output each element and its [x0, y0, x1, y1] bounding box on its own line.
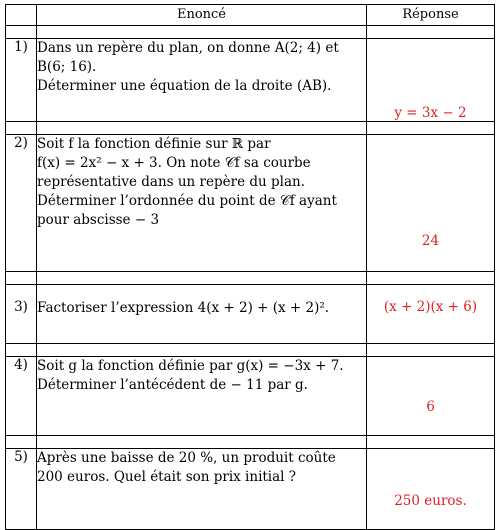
statement-line: Déterminer l’ordonnée du point de 𝒞f ayant [37, 193, 337, 209]
quiz-table [5, 4, 495, 530]
spacer-cell [6, 26, 37, 39]
spacer-row [6, 26, 495, 39]
statement-line: pour abscisse − 3 [37, 212, 160, 228]
question-answer: (x + 2)(x + 6) [367, 285, 495, 344]
statement-line: Factoriser l’expression 4(x + 2) + (x + 2)². [37, 300, 330, 316]
header-statement: Enoncé [37, 5, 367, 26]
question-row-1 [6, 39, 495, 122]
quiz-sheet [5, 4, 494, 509]
question-number: 4) [6, 357, 37, 436]
question-row-2 [6, 135, 495, 272]
spacer-cell [367, 122, 495, 135]
question-answer: y = 3x − 2 [367, 39, 495, 122]
question-number: 2) [6, 135, 37, 272]
question-statement [37, 135, 367, 272]
statement-line: Déterminer l’antécédent de − 11 par g. [37, 377, 308, 393]
statement-line: représentative dans un repère du plan. [37, 174, 305, 190]
spacer-row [6, 122, 495, 135]
spacer-cell [37, 436, 367, 449]
question-number: 5) [6, 449, 37, 530]
statement-line: 200 euros. Quel était son prix initial ? [37, 469, 297, 485]
question-answer: 250 euros. [367, 449, 495, 530]
question-statement [37, 449, 367, 530]
header-number-cell [6, 5, 37, 26]
question-statement [37, 39, 367, 122]
statement-line: Déterminer une équation de la droite (AB). [37, 78, 332, 94]
spacer-cell [6, 344, 37, 357]
statement-line: Soit g la fonction définie par g(x) = −3x + 7. [37, 358, 344, 374]
spacer-row [6, 436, 495, 449]
question-number: 3) [6, 285, 37, 344]
spacer-cell [37, 344, 367, 357]
header-answer: Réponse [367, 5, 495, 26]
statement-line: Après une baisse de 20 %, un produit coûte [37, 450, 336, 466]
question-row-5 [6, 449, 495, 530]
spacer-cell [6, 436, 37, 449]
statement-line: f(x) = 2x² − x + 3. On note 𝒞f sa courbe [37, 155, 311, 171]
question-row-4 [6, 357, 495, 436]
spacer-row [6, 344, 495, 357]
spacer-cell [6, 272, 37, 285]
statement-line: B(6; 16). [37, 59, 97, 75]
question-row-3 [6, 285, 495, 344]
statement-line: Soit f la fonction définie sur ℝ par [37, 136, 271, 152]
spacer-cell [37, 122, 367, 135]
statement-line: Dans un repère du plan, on donne A(2; 4) et [37, 40, 339, 56]
question-answer: 6 [367, 357, 495, 436]
spacer-cell [37, 26, 367, 39]
header-row [6, 5, 495, 26]
spacer-cell [367, 436, 495, 449]
spacer-cell [37, 272, 367, 285]
question-number: 1) [6, 39, 37, 122]
question-statement [37, 285, 367, 344]
spacer-cell [367, 26, 495, 39]
spacer-cell [6, 122, 37, 135]
spacer-cell [367, 344, 495, 357]
question-statement [37, 357, 367, 436]
spacer-cell [367, 272, 495, 285]
spacer-row [6, 272, 495, 285]
question-answer: 24 [367, 135, 495, 272]
